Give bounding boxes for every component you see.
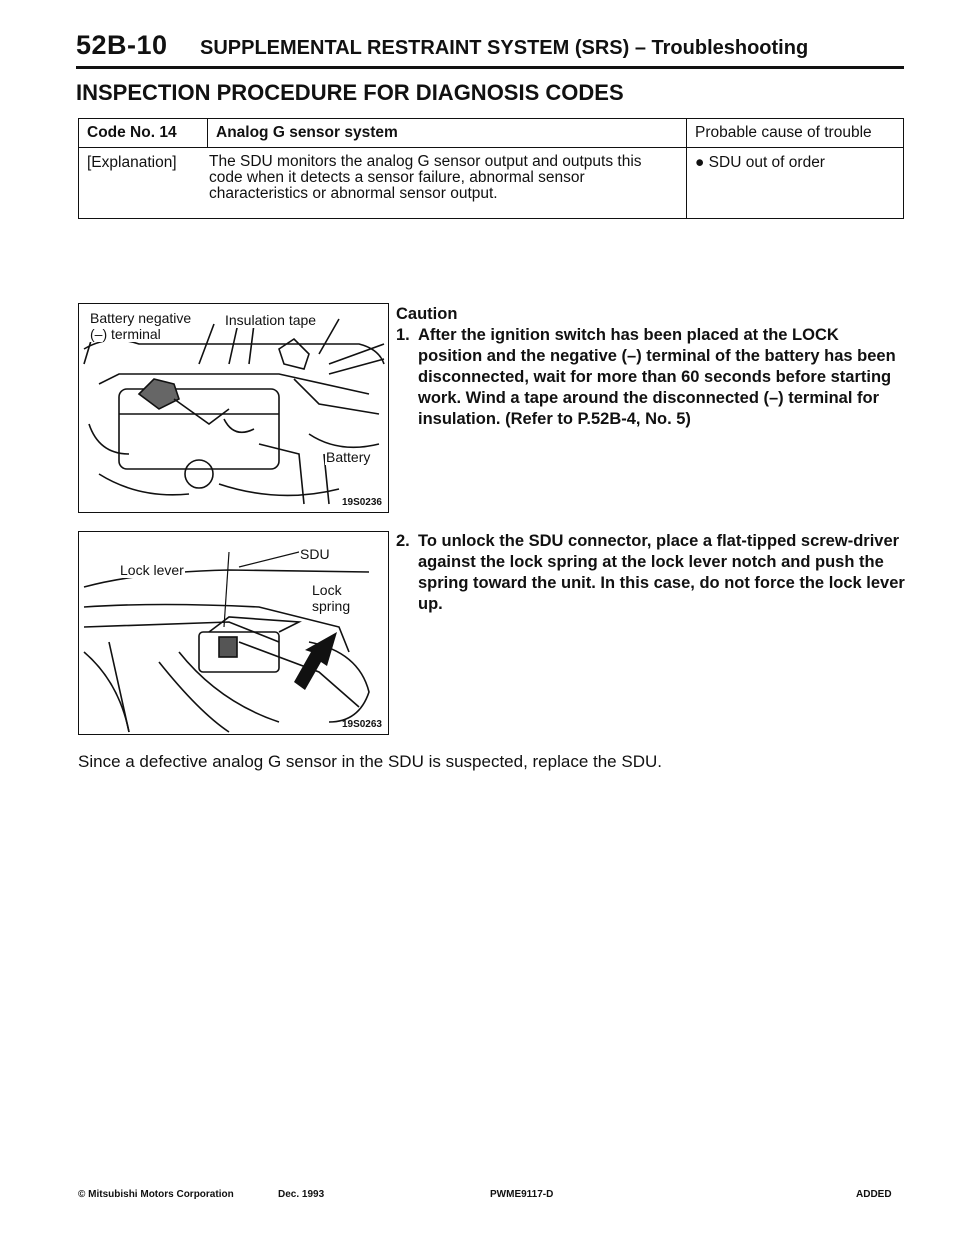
label-lock-spring: Lock spring xyxy=(311,582,359,614)
probable-cause-header: Probable cause of trouble xyxy=(687,119,904,148)
caution-step-2 xyxy=(396,531,906,615)
diagnosis-code-table xyxy=(78,118,904,219)
page-header-title: SUPPLEMENTAL RESTRAINT SYSTEM (SRS) – Troubleshooting xyxy=(200,37,809,59)
caution-block xyxy=(396,304,906,430)
footer-doc-code: PWME9117-D xyxy=(490,1189,554,1200)
code-table-body-row xyxy=(79,148,904,219)
label-sdu: SDU xyxy=(300,546,330,562)
conclusion-text: Since a defective analog G sensor in the SDU is suspected, replace the SDU. xyxy=(78,752,662,771)
sdu-connector-figure xyxy=(78,531,389,735)
probable-cause-item: ● SDU out of order xyxy=(695,154,825,171)
explanation-label: [Explanation] xyxy=(87,154,177,171)
footer-status: ADDED xyxy=(856,1189,892,1200)
footer-date: Dec. 1993 xyxy=(278,1189,325,1200)
label-insulation-tape: Insulation tape xyxy=(225,312,317,328)
code-system: Analog G sensor system xyxy=(208,119,687,148)
caution-step xyxy=(396,531,906,615)
battery-figure xyxy=(78,303,389,513)
section-title: INSPECTION PROCEDURE FOR DIAGNOSIS CODES xyxy=(76,80,624,105)
code-table-header-row xyxy=(79,119,904,148)
caution-step xyxy=(396,325,906,430)
code-number: Code No. 14 xyxy=(79,119,208,148)
label-lock-lever: Lock lever xyxy=(120,562,184,578)
probable-cause-cell xyxy=(687,148,904,219)
step-number: 2. xyxy=(396,532,410,550)
step-number: 1. xyxy=(396,326,410,344)
figure2-code: 19S0263 xyxy=(341,719,382,730)
caution-heading: Caution xyxy=(396,305,458,323)
explanation-text: The SDU monitors the analog G sensor output and outputs this code when it detects a sensor failure, abnormal sensor characteristics or abnormal sensor output. xyxy=(209,153,642,202)
explanation-cell xyxy=(79,148,687,219)
label-battery-negative: Battery negative xyxy=(90,310,192,326)
section-number: 52B-10 xyxy=(76,30,168,60)
label-battery: Battery xyxy=(326,449,371,465)
label-negative-terminal: (–) terminal xyxy=(90,326,161,342)
step-text: To unlock the SDU connector, place a flat-tipped screw-driver against the lock spring at the lock lever notch and push the spring toward the unit. In this case, do not force the lock lever up. xyxy=(418,532,905,613)
footer-company: © Mitsubishi Motors Corporation xyxy=(78,1189,234,1200)
figure1-code: 19S0236 xyxy=(341,497,382,508)
step-text: After the ignition switch has been placed at the LOCK position and the negative (–) terminal of the battery has been disconnected, wait for more than 60 seconds before starting work. Wind a tape around the disconnected (–) terminal for insulation. (Refer to P.52B-4, No. 5) xyxy=(418,326,896,428)
header-rule xyxy=(76,66,904,69)
